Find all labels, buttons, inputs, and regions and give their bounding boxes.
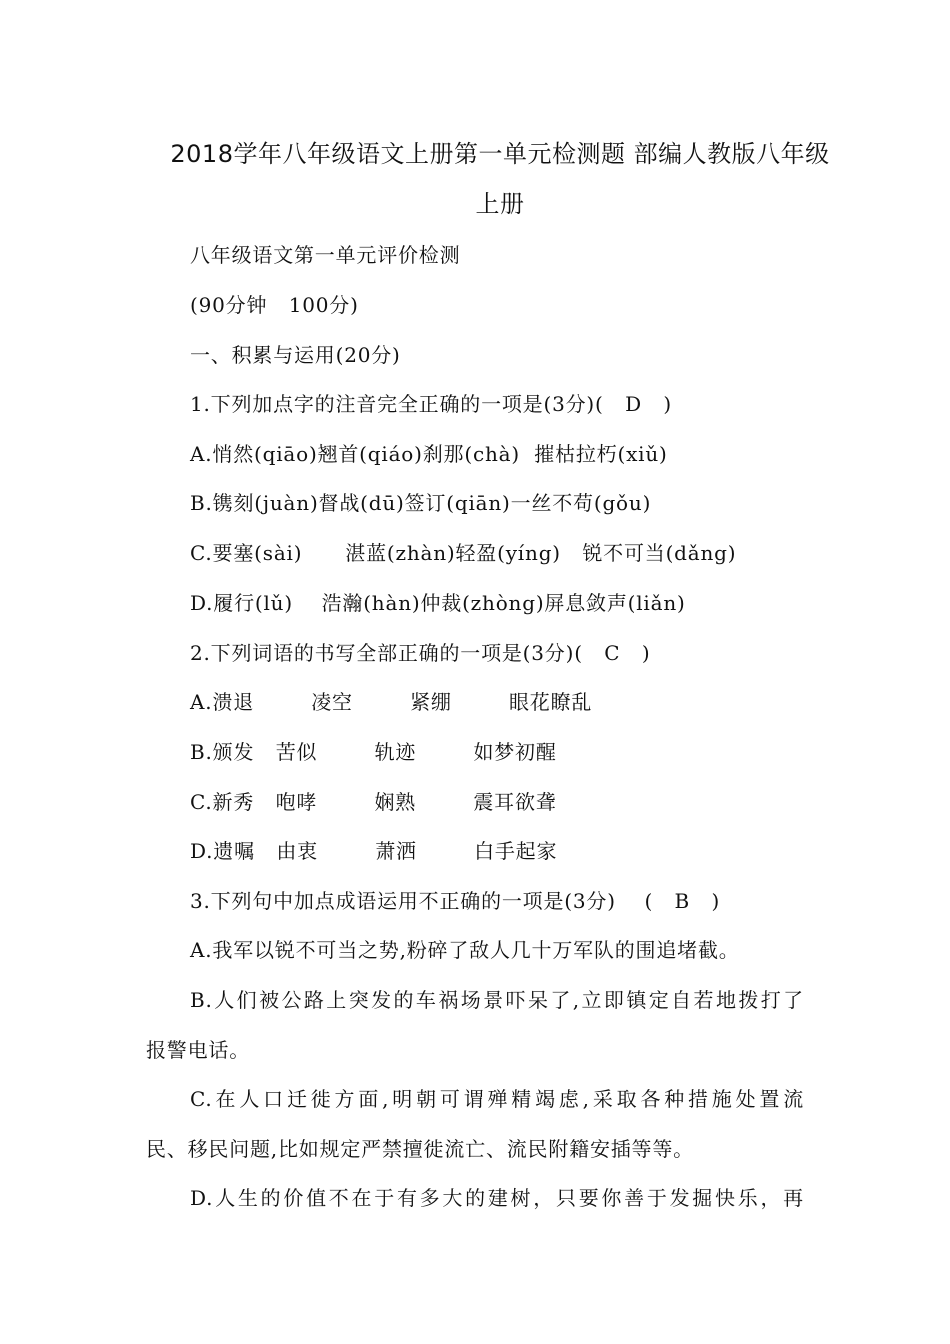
question-2-stem: 2.下列词语的书写全部正确的一项是(3分)( C ): [190, 641, 651, 665]
question-1-option-b: B.镌刻(juàn)督战(dū)签订(qiān)一丝不苟(gǒu): [190, 491, 652, 515]
question-3-option-c-line-2: 民、移民问题,比如规定严禁擅徙流亡、流民附籍安插等等。: [146, 1137, 694, 1161]
question-1-option-c: C.要塞(sài) 湛蓝(zhàn)轻盈(yíng) 锐不可当(dǎng): [190, 541, 737, 565]
subtitle: 八年级语文第一单元评价检测: [190, 243, 461, 267]
question-2-option-c: C.新秀 咆哮 娴熟 震耳欲聋: [190, 790, 557, 814]
section-heading: 一、积累与运用(20分): [190, 343, 401, 367]
question-1-option-d: D.履行(lǔ) 浩瀚(hàn)仲裁(zhòng)屏息敛声(liǎn): [190, 591, 686, 615]
question-3-stem: 3.下列句中加点成语运用不正确的一项是(3分) ( B ): [190, 889, 721, 913]
question-1-option-a: A.悄然(qiāo)翘首(qiáo)刹那(chà) 摧枯拉朽(xiǔ): [190, 442, 668, 466]
question-2-option-a: A.溃退 凌空 紧绷 眼花瞭乱: [190, 690, 593, 714]
question-3-option-c-line-1: C.在人口迁徙方面,明朝可谓殚精竭虑,采取各种措施处置流: [190, 1087, 804, 1111]
question-2-option-b: B.颁发 苦似 轨迹 如梦初醒: [190, 740, 557, 764]
question-2-option-d: D.遗嘱 由衷 萧洒 白手起家: [190, 839, 558, 863]
document-title-line-1: 2018学年八年级语文上册第一单元检测题 部编人教版八年级: [170, 140, 830, 168]
question-3-option-b-line-1: B.人们被公路上突发的车祸场景吓呆了,立即镇定自若地拨打了: [190, 988, 804, 1012]
question-3-option-d-line-1: D.人生的价值不在于有多大的建树，只要你善于发掘快乐，再: [190, 1186, 804, 1210]
question-3-option-a: A.我军以锐不可当之势,粉碎了敌人几十万军队的围追堵截。: [190, 938, 740, 962]
question-3-option-b-line-2: 报警电话。: [146, 1038, 250, 1062]
document-title-line-2: 上册: [475, 190, 525, 218]
time-score: (90分钟 100分): [190, 293, 359, 317]
question-1-stem: 1.下列加点字的注音完全正确的一项是(3分)( D ): [190, 392, 672, 416]
